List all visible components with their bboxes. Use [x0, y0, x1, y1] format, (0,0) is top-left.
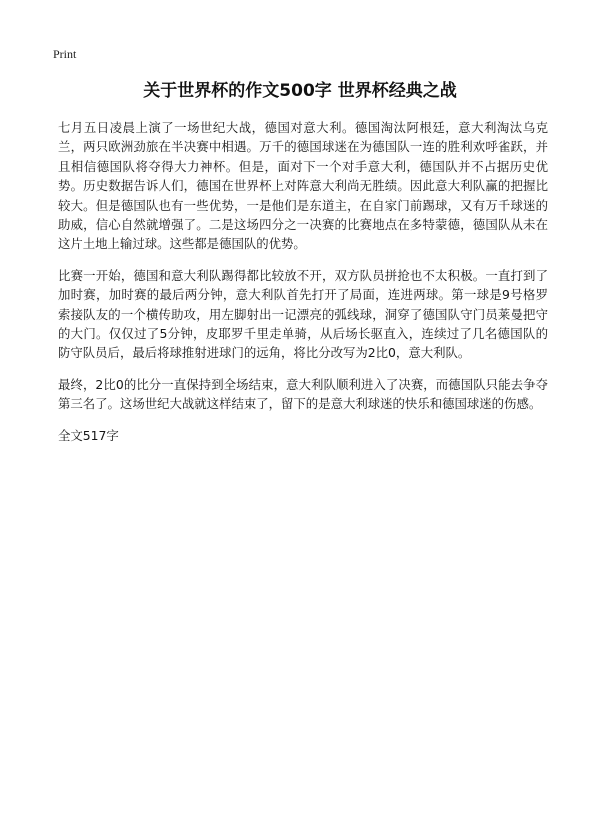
paragraph-1: 七月五日凌晨上演了一场世纪大战，德国对意大利。德国淘汰阿根廷，意大利淘汰乌克兰，两只欧洲劲旅在半决赛中相遇。万千的德国球迷在为德国队一连的胜利欢呼雀跃，并且相信德国队将夺得大力神杯。但是，面对下一个对手意大利，德国队并不占据历史优势。历史数据告诉人们，德国在世界杯上对阵意大利尚无胜绩。因此意大利队赢的把握比较大。但是德国队也有一些优势，一是他们是东道主，在自家门前踢球，又有万千球迷的助威，信心自然就增强了。二是这场四分之一决赛的比赛地点在多特蒙德，德国队从未在这片土地上输过球。这些都是德国队的优势。	[58, 120, 548, 252]
paragraph-3: 最终，2比0的比分一直保持到全场结束，意大利队顺利进入了决赛，而德国队只能去争夺第三名了。这场世纪大战就这样结束了，留下的是意大利球迷的快乐和德国球迷的伤感。	[58, 376, 548, 412]
paragraph-2: 比赛一开始，德国和意大利队踢得都比较放不开，双方队员拼抢也不太积极。一直打到了加时赛，加时赛的最后两分钟，意大利队首先打开了局面，连进两球。第一球是9号格罗索接队友的一个横传助攻，用左脚射出一记漂亮的弧线球，洞穿了德国队守门员莱曼把守的大门。仅仅过了5分钟，皮耶罗千里走单骑，从后场长驱直入，连续过了几名德国队的防守队员后，最后将球推射进球门的远角，将比分改写为2比0，意大利队。	[58, 267, 548, 361]
word-count: 全文517字	[58, 427, 119, 443]
article-body	[58, 118, 548, 445]
print-link[interactable]: Print	[53, 47, 77, 61]
article-title: 关于世界杯的作文500字 世界杯经典之战	[143, 81, 457, 101]
